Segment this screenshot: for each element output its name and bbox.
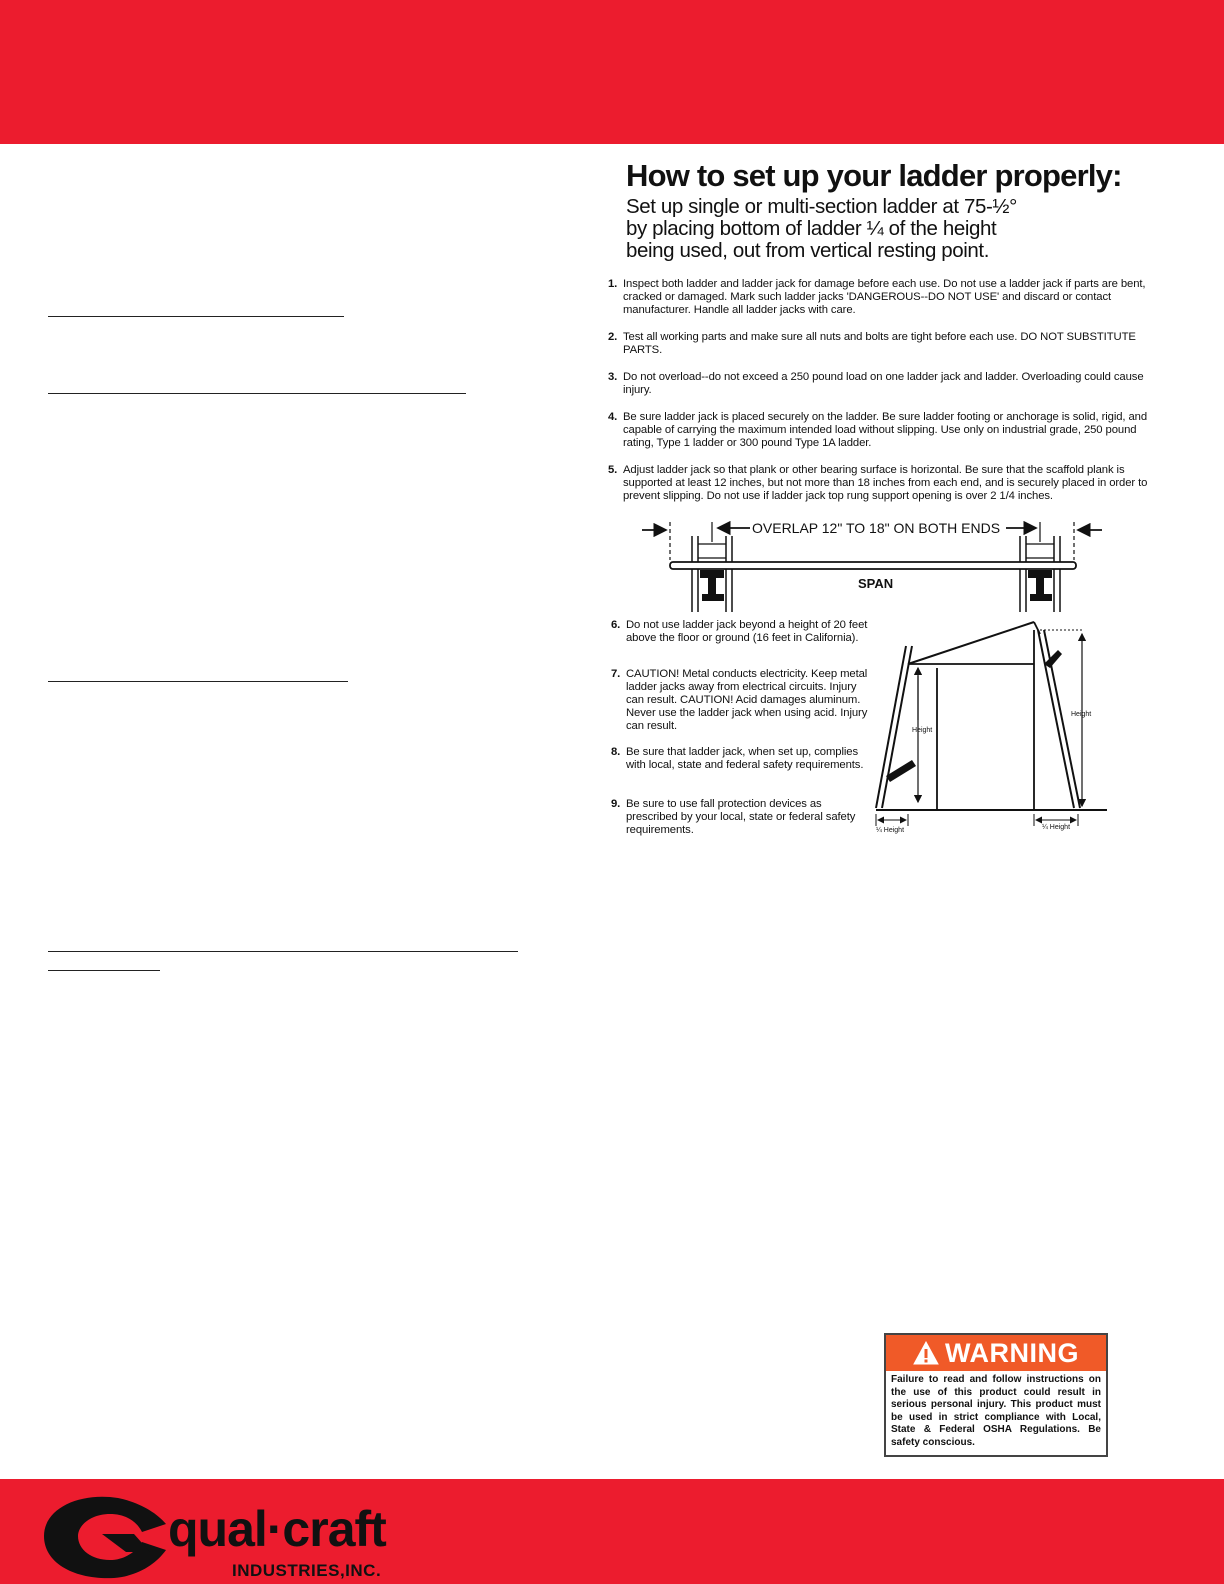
step-number: 3. <box>608 371 618 383</box>
logo-mark-icon <box>44 1497 166 1578</box>
step-number: 6. <box>611 619 621 631</box>
ladder-height-diagram <box>872 620 1117 838</box>
step-5 <box>608 464 1163 503</box>
qual-craft-logo <box>40 1490 470 1582</box>
step-text: CAUTION! Metal conducts electricity. Keep metal ladder jacks away from electrical circuits. Injury can result. CAUTION! Acid damages aluminum. Never use the ladder jack when using acid. Injury can result. <box>626 668 868 732</box>
blank-line-2 <box>48 393 466 394</box>
warning-header <box>886 1335 1106 1371</box>
subtitle-line: being used, out from vertical resting point. <box>626 239 989 262</box>
step-text: Inspect both ladder and ladder jack for damage before each use. Do not use a ladder jack if parts are bent, cracked or damaged. Mark such ladder jacks 'DANGEROUS--DO NOT USE' and discard or contact manufacturer. Handle all ladder jacks with care. <box>623 278 1146 316</box>
step-text: Do not overload--do not exceed a 250 pound load on one ladder jack and ladder. Overloading could cause injury. <box>623 371 1144 396</box>
step-number: 7. <box>611 668 621 680</box>
logo-subtitle: INDUSTRIES,INC. <box>232 1561 382 1580</box>
step-number: 2. <box>608 331 618 343</box>
step-number: 5. <box>608 464 618 476</box>
step-number: 9. <box>611 798 621 810</box>
step-text: Be sure ladder jack is placed securely on the ladder. Be sure ladder footing or anchorage is solid, rigid, and capable of carrying the maximum intended load without slipping. Use only on industrial grade, 250 pound rating, Type 1 ladder or 300 pound Type 1A ladder. <box>623 411 1148 449</box>
step-text: Test all working parts and make sure all nuts and bolts are tight before each use. DO NOT SUBSTITUTE PARTS. <box>623 331 1136 356</box>
plank-span-diagram <box>640 520 1110 615</box>
warning-title: WARNING <box>945 1337 1079 1368</box>
step-1 <box>608 278 1163 317</box>
subtitle-line: by placing bottom of ladder ¼ of the height <box>626 217 997 240</box>
step-7 <box>611 668 876 733</box>
overlap-label: OVERLAP 12" TO 18" ON BOTH ENDS <box>752 520 1001 536</box>
span-label: SPAN <box>858 576 894 591</box>
page-title: How to set up your ladder properly: <box>626 158 1122 193</box>
step-2 <box>608 331 1163 357</box>
warning-text: Failure to read and follow instructions on the use of this product could result in serious personal injury. This product must be used in strict compliance with Local, State & Federal OSHA Regulations. Be safety conscious. <box>891 1374 1101 1448</box>
left-height-label: Height <box>912 727 933 734</box>
step-number: 8. <box>611 746 621 758</box>
step-number: 4. <box>608 411 618 423</box>
step-text: Be sure that ladder jack, when set up, complies with local, state and federal safety requirements. <box>626 746 864 771</box>
step-text: Adjust ladder jack so that plank or other bearing surface is horizontal. Be sure that the scaffold plank is supported at least 12 inches, but not more than 18 inches from each end, and is securely placed in order to prevent slipping. Do not use if ladder jack top rung support opening is over 2 1/4 inches. <box>623 464 1148 502</box>
step-9 <box>611 798 876 837</box>
step-text: Do not use ladder jack beyond a height of 20 feet above the floor or ground (16 feet in California). <box>626 619 868 644</box>
blank-line-5 <box>48 970 160 971</box>
page-subtitle <box>626 196 1086 262</box>
top-red-band <box>0 0 1224 144</box>
step-4 <box>608 411 1163 450</box>
right-height-label: Height <box>1071 711 1092 718</box>
step-6 <box>611 619 876 645</box>
step-text: Be sure to use fall protection devices as prescribed by your local, state or federal safety requirements. <box>626 798 856 836</box>
warning-label <box>884 1333 1108 1457</box>
subtitle-line: Set up single or multi-section ladder at 75-½° <box>626 195 1017 218</box>
step-number: 1. <box>608 278 618 290</box>
blank-line-1 <box>48 316 344 317</box>
left-quarter-label: ¼ Height <box>876 827 905 834</box>
logo-brand: qual·craft <box>168 1501 386 1557</box>
blank-line-4 <box>48 951 518 952</box>
blank-line-3 <box>48 681 348 682</box>
right-quarter-label: ¼ Height <box>1042 824 1071 831</box>
step-3 <box>608 371 1163 397</box>
step-8 <box>611 746 876 772</box>
warning-triangle-icon <box>913 1341 939 1365</box>
